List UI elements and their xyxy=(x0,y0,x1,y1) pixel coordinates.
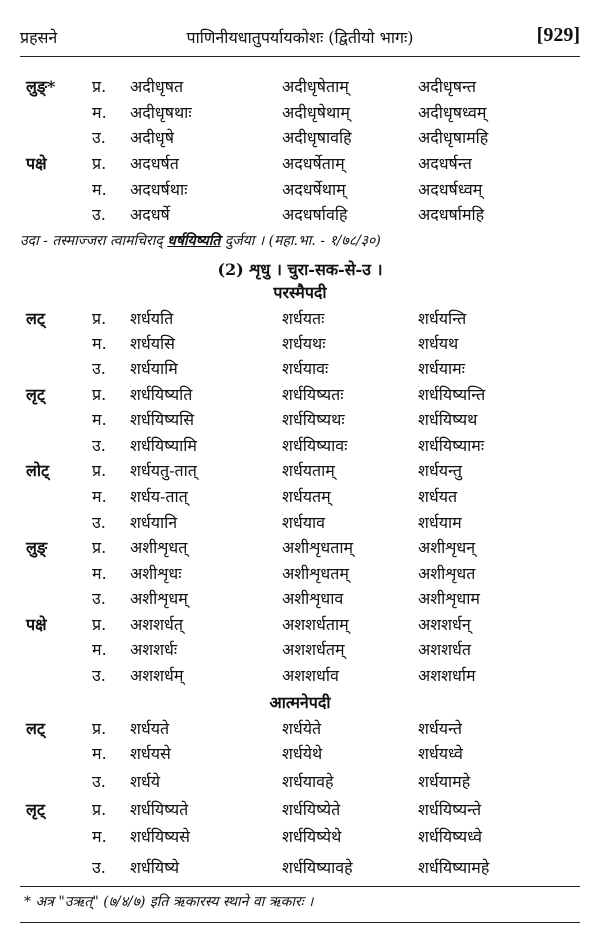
person-label: प्र. xyxy=(92,154,107,173)
person-label: उ. xyxy=(92,589,106,608)
form-singular: शर्धयसे xyxy=(130,744,171,763)
form-singular: अशशर्धम् xyxy=(130,666,184,685)
footnote-rule xyxy=(20,886,580,887)
form-plural: अशीशृधाम xyxy=(418,589,480,608)
form-dual: अशशर्धतम् xyxy=(282,640,345,659)
example-text: उदा - तस्माज्जरा त्वामचिराद् xyxy=(20,233,168,249)
form-dual: शर्धयिष्येते xyxy=(282,800,341,819)
tense-label: पक्षे xyxy=(26,615,47,634)
form-plural: शर्धयध्वे xyxy=(418,744,463,763)
form-singular: अदीधृषे xyxy=(130,128,174,147)
form-dual: शर्धयावहे xyxy=(282,772,334,791)
root-heading: (2) शृधु । चुरा-सक-से-उ । xyxy=(217,260,383,279)
bottom-rule xyxy=(20,922,580,923)
form-dual: शर्धयेथे xyxy=(282,744,323,763)
form-plural: शर्धयन्ते xyxy=(418,719,463,738)
form-dual: शर्धयतः xyxy=(282,309,325,328)
form-singular: अशीशृधः xyxy=(130,564,182,583)
form-singular: अदधर्षे xyxy=(130,205,170,224)
person-label: उ. xyxy=(92,359,106,378)
conjugation-row xyxy=(20,178,580,204)
form-singular: शर्धयिष्यति xyxy=(130,385,193,404)
form-plural: शर्धयिष्यामहे xyxy=(418,858,490,877)
tense-label: लोट् xyxy=(26,461,50,480)
form-plural: शर्धयन्ति xyxy=(418,309,467,328)
form-dual: शर्धयिष्यावहे xyxy=(282,858,353,877)
form-plural: अशशर्धत xyxy=(418,640,471,659)
form-dual: शर्धयावः xyxy=(282,359,329,378)
form-dual: शर्धयिष्येथे xyxy=(282,827,342,846)
person-label: म. xyxy=(92,180,107,199)
conjugation-row xyxy=(20,536,580,562)
person-label: प्र. xyxy=(92,719,107,738)
conjugation-row xyxy=(20,383,580,409)
form-plural: शर्धयिष्यामः xyxy=(418,436,485,455)
conjugation-row xyxy=(20,613,580,639)
form-plural: अशीशृधन् xyxy=(418,538,476,557)
conjugation-row xyxy=(20,434,580,460)
form-dual: अदधर्षेताम् xyxy=(282,154,345,173)
form-plural: अशशर्धाम xyxy=(418,666,476,685)
form-plural: अदधर्षन्त xyxy=(418,154,472,173)
example-highlight: धर्षयिष्यति xyxy=(167,233,221,249)
atmanepadi-heading: आत्मनेपदी xyxy=(269,693,331,712)
form-plural: शर्धयिष्यन्ते xyxy=(418,800,482,819)
form-singular: अदधर्षत xyxy=(130,154,179,173)
conjugation-row xyxy=(20,825,580,851)
conjugation-row xyxy=(20,485,580,511)
tense-label: लुङ् xyxy=(26,538,48,557)
form-dual: शर्धयिष्यावः xyxy=(282,436,348,455)
form-dual: अदधर्षावहि xyxy=(282,205,348,224)
form-dual: शर्धयिष्यतः xyxy=(282,385,344,404)
person-label: उ. xyxy=(92,772,106,791)
form-singular: शर्धयिष्यामि xyxy=(130,436,197,455)
tense-label: लुङ्* xyxy=(26,77,56,96)
form-singular: शर्धयतु-तात् xyxy=(130,461,197,480)
conjugation-row xyxy=(20,587,580,613)
person-label: म. xyxy=(92,640,107,659)
form-plural: शर्धयथ xyxy=(418,334,459,353)
form-singular: अशीशृधम् xyxy=(130,589,188,608)
person-label: प्र. xyxy=(92,385,107,404)
person-label: प्र. xyxy=(92,77,107,96)
conjugation-row xyxy=(20,152,580,178)
conjugation-row xyxy=(20,511,580,537)
form-singular: शर्धयिष्ये xyxy=(130,858,180,877)
form-singular: शर्धयति xyxy=(130,309,174,328)
person-label: प्र. xyxy=(92,615,107,634)
form-dual: अदीधृषेथाम् xyxy=(282,103,350,122)
tense-label: लट् xyxy=(26,309,45,328)
form-plural: शर्धयामः xyxy=(418,359,465,378)
header-title: पाणिनीयधातुपर्यायकोशः (द्वितीयो भागः) xyxy=(186,28,414,47)
person-label: उ. xyxy=(92,205,106,224)
conjugation-row xyxy=(20,770,580,796)
form-singular: शर्धयिष्यते xyxy=(130,800,189,819)
form-dual: अशशर्धाव xyxy=(282,666,339,685)
conjugation-row xyxy=(20,459,580,485)
form-singular: शर्धयामि xyxy=(130,359,178,378)
tense-label: पक्षे xyxy=(26,154,47,173)
tense-label: लट् xyxy=(26,719,45,738)
form-plural: शर्धयिष्यध्वे xyxy=(418,827,483,846)
person-label: म. xyxy=(92,103,107,122)
conjugation-row xyxy=(20,357,580,383)
form-plural: शर्धयाम xyxy=(418,513,462,532)
form-singular: शर्धय-तात् xyxy=(130,487,188,506)
conjugation-row xyxy=(20,717,580,743)
person-label: उ. xyxy=(92,436,106,455)
form-dual: शर्धयताम् xyxy=(282,461,335,480)
parasmaipadi-heading: परस्मैपदी xyxy=(273,283,327,302)
conjugation-row xyxy=(20,307,580,333)
form-plural: अदीधृषामहि xyxy=(418,128,489,147)
conjugation-row xyxy=(20,798,580,824)
form-singular: शर्धयिष्यसि xyxy=(130,410,195,429)
form-plural: अशीशृधत xyxy=(418,564,476,583)
form-plural: शर्धयामहे xyxy=(418,772,471,791)
person-label: प्र. xyxy=(92,309,107,328)
form-dual: शर्धयथः xyxy=(282,334,326,353)
form-dual: शर्धयाव xyxy=(282,513,326,532)
form-singular: अशशर्धत् xyxy=(130,615,183,634)
conjugation-row xyxy=(20,638,580,664)
form-dual: शर्धयिष्यथः xyxy=(282,410,345,429)
form-dual: अशीशृधाव xyxy=(282,589,344,608)
person-label: उ. xyxy=(92,128,106,147)
footnote: * अत्र "उऋत्" (७/४/७) इति ऋकारस्य स्थाने वा ऋकारः । xyxy=(24,894,314,910)
form-plural: अदधर्षध्वम् xyxy=(418,180,483,199)
person-label: प्र. xyxy=(92,461,107,480)
form-dual: अदीधृषेताम् xyxy=(282,77,349,96)
conjugation-row xyxy=(20,742,580,768)
person-label: म. xyxy=(92,410,107,429)
form-dual: अशीशृधतम् xyxy=(282,564,349,583)
conjugation-row xyxy=(20,856,580,882)
person-label: म. xyxy=(92,744,107,763)
form-singular: अदीधृषथाः xyxy=(130,103,192,122)
form-singular: अशशर्धः xyxy=(130,640,178,659)
header-rule xyxy=(20,56,580,57)
form-dual: शर्धयेते xyxy=(282,719,322,738)
person-label: म. xyxy=(92,827,107,846)
form-singular: शर्धयानि xyxy=(130,513,178,532)
person-label: प्र. xyxy=(92,538,107,557)
form-singular: अशीशृधत् xyxy=(130,538,188,557)
conjugation-row xyxy=(20,126,580,152)
person-label: म. xyxy=(92,487,107,506)
form-dual: अशशर्धताम् xyxy=(282,615,349,634)
conjugation-row xyxy=(20,75,580,101)
form-dual: अदीधृषावहि xyxy=(282,128,352,147)
form-singular: शर्धयसि xyxy=(130,334,175,353)
form-plural: अदीधृषध्वम् xyxy=(418,103,487,122)
conjugation-row xyxy=(20,101,580,127)
form-singular: अदधर्षथाः xyxy=(130,180,188,199)
conjugation-row xyxy=(20,562,580,588)
form-plural: अदधर्षामहि xyxy=(418,205,485,224)
conjugation-row xyxy=(20,203,580,229)
example-source: दुर्जया । (महा.भा. - १/७८/३०) xyxy=(220,233,381,249)
person-label: उ. xyxy=(92,666,106,685)
form-singular: शर्धये xyxy=(130,772,161,791)
conjugation-row xyxy=(20,332,580,358)
page-number: [929] xyxy=(536,24,580,46)
form-singular: शर्धयिष्यसे xyxy=(130,827,190,846)
running-header xyxy=(20,26,580,52)
person-label: उ. xyxy=(92,513,106,532)
conjugation-row xyxy=(20,408,580,434)
form-plural: अशशर्धन् xyxy=(418,615,471,634)
conjugation-row xyxy=(20,664,580,690)
form-plural: शर्धयत xyxy=(418,487,458,506)
person-label: म. xyxy=(92,334,107,353)
person-label: प्र. xyxy=(92,800,107,819)
tense-label: लृट् xyxy=(26,800,45,819)
form-dual: शर्धयतम् xyxy=(282,487,331,506)
form-dual: अदधर्षेथाम् xyxy=(282,180,346,199)
form-plural: शर्धयिष्यन्ति xyxy=(418,385,486,404)
tense-label: लृट् xyxy=(26,385,45,404)
form-dual: अशीशृधताम् xyxy=(282,538,354,557)
header-left: प्रहसने xyxy=(20,28,58,47)
example-citation xyxy=(20,231,580,250)
form-singular: अदीधृषत xyxy=(130,77,184,96)
person-label: उ. xyxy=(92,858,106,877)
form-plural: शर्धयन्तु xyxy=(418,461,463,480)
form-plural: अदीधृषन्त xyxy=(418,77,477,96)
form-plural: शर्धयिष्यथ xyxy=(418,410,478,429)
person-label: म. xyxy=(92,564,107,583)
form-singular: शर्धयते xyxy=(130,719,170,738)
